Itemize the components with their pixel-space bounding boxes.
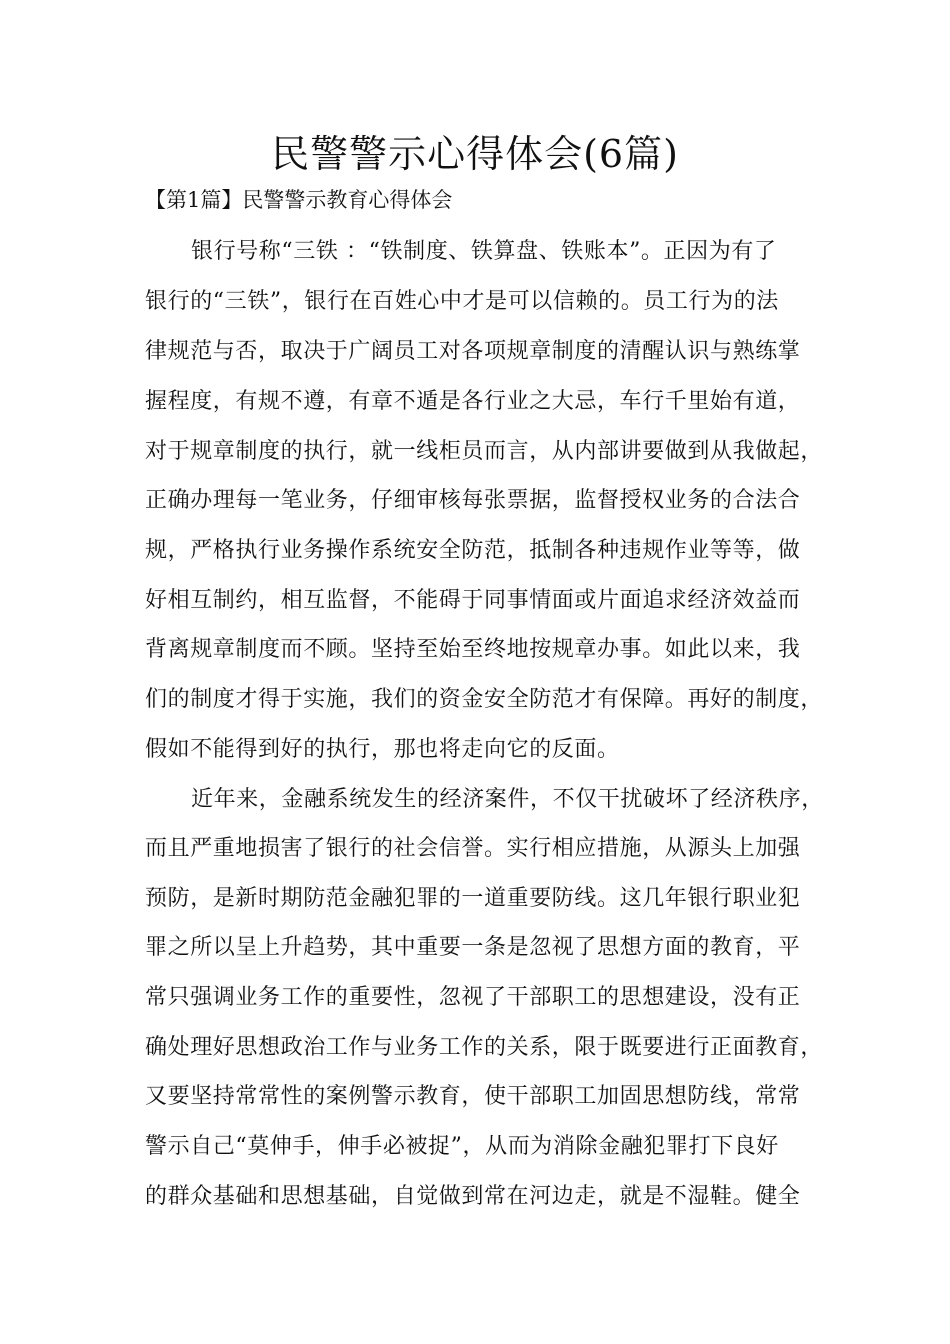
paragraph-line: 确处理好思想政治工作与业务工作的关系，限于既要进行正面教育，	[145, 1035, 824, 1060]
paragraph-line: 银行号称“三铁 ：“铁制度、铁算盘、铁账本”。正因为有了	[191, 239, 777, 264]
paragraph-line: 律规范与否，取决于广阔员工对各项规章制度的清醒认识与熟练掌	[145, 339, 801, 364]
paragraph-line: 好相互制约，相互监督，不能碍于同事情面或片面追求经济效益而	[145, 588, 801, 613]
paragraph-line: 正确办理每一笔业务，仔细审核每张票据，监督授权业务的合法合	[145, 488, 801, 513]
paragraph-line: 警示自己“莫伸手，伸手必被捉”，从而为消除金融犯罪打下良好	[145, 1134, 779, 1159]
paragraph-line: 而且严重地损害了银行的社会信誉。实行相应措施，从源头上加强	[145, 836, 801, 861]
paragraph-line: 常只强调业务工作的重要性，忽视了干部职工的思想建设，没有正	[145, 985, 801, 1010]
paragraph-line: 握程度，有规不遵，有章不遁是各行业之大忌，车行千里始有道，	[145, 389, 801, 414]
paragraph-line: 银行的“三铁”，银行在百姓心中才是可以信赖的。员工行为的法	[145, 289, 779, 314]
paragraph-line: 假如不能得到好的执行，那也将走向它的反面。	[145, 737, 620, 762]
document-title: 民警警示心得体会(6篇)	[271, 132, 679, 176]
paragraph-line: 的群众基础和思想基础，自觉做到常在河边走，就是不湿鞋。健全	[145, 1184, 801, 1209]
paragraph-line: 罪之所以呈上升趋势，其中重要一条是忽视了思想方面的教育，平	[145, 935, 801, 960]
paragraph-line: 近年来，金融系统发生的经济案件，不仅干扰破坏了经济秩序，	[191, 787, 824, 812]
paragraph-line: 背离规章制度而不顾。坚持至始至终地按规章办事。如此以来，我	[145, 637, 801, 662]
paragraph-line: 预防，是新时期防范金融犯罪的一道重要防线。这几年银行职业犯	[145, 886, 801, 911]
paragraph-line: 们的制度才得于实施，我们的资金安全防范才有保障。再好的制度，	[145, 687, 824, 712]
section-heading: 【第1篇】民警警示教育心得体会	[145, 188, 453, 212]
paragraph-line: 对于规章制度的执行，就一线柜员而言，从内部讲要做到从我做起，	[145, 439, 824, 464]
paragraph-line: 规，严格执行业务操作系统安全防范，抵制各种违规作业等等，做	[145, 538, 801, 563]
paragraph-line: 又要坚持常常性的案例警示教育，使干部职工加固思想防线，常常	[145, 1084, 801, 1109]
